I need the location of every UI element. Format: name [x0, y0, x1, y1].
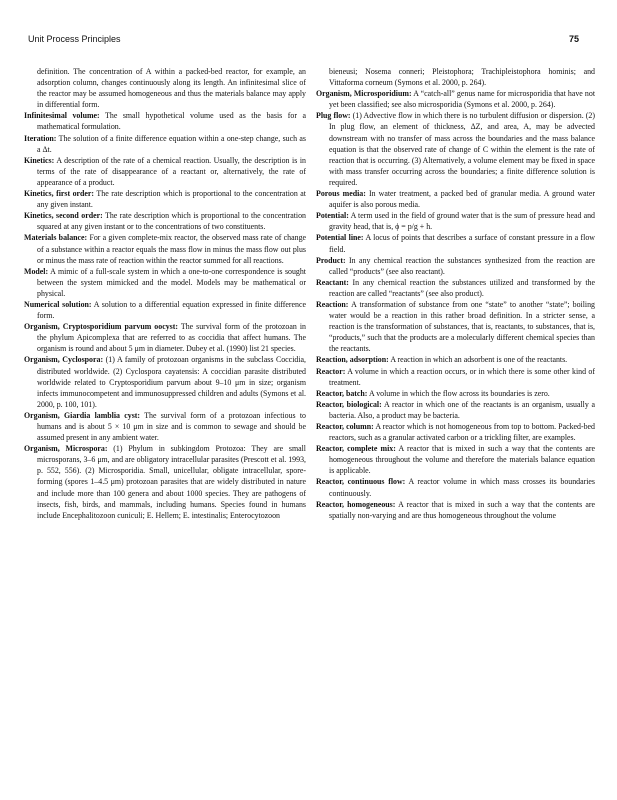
glossary-definition: A locus of points that describes a surface of constant pressure in a flow field. — [329, 233, 595, 254]
glossary-entry — [24, 443, 306, 521]
glossary-definition: A reactor volume in which mass crosses its boundaries continuously. — [329, 477, 595, 498]
glossary-entry — [24, 232, 306, 265]
page-header — [28, 34, 579, 48]
glossary-definition: A volume in which a reaction occurs, or in which there is some other kind of treatment. — [329, 366, 595, 387]
glossary-entry — [316, 366, 595, 388]
glossary-entry — [316, 388, 595, 399]
glossary-entry — [24, 210, 306, 232]
glossary-term: Iteration: — [24, 133, 57, 143]
glossary-term: Reactor: — [316, 366, 346, 376]
glossary-term: Reaction, adsorption: — [316, 355, 389, 365]
glossary-definition: The small hypothetical volume used as the basis for a mathematical formulation. — [37, 111, 306, 132]
glossary-entry — [316, 232, 595, 254]
glossary-entry — [24, 188, 306, 210]
glossary-definition: In water treatment, a packed bed of granular media. A ground water aquifer is also porous media. — [329, 189, 595, 210]
glossary-definition: (1) Phylum in subkingdom Protozoa: They are small microsporans, 3–6 μm, and are obligatory intracellular parasites (Prescott et al. 1993, p. 552, 556). (2) Microsporidia. Small, unicellular, obligate intracellular, spore-forming (spores 1–4.5 μm) protozoan parasites that are widely distributed in nature and include more than 100 genera and about 1000 species. They are pathogens of insects, fish, birds, and mammals, including humans. Species found in humans include Encephalitozoon cuniculi; E. Hellem; E. intestinalis; Enterocytozoon — [37, 444, 306, 520]
glossary-entry — [316, 354, 595, 365]
glossary-definition: A reactor in which one of the reactants is an organism, usually a bacteria. Also, a product may be bacteria. — [329, 399, 596, 420]
right-column — [316, 66, 595, 521]
glossary-term: Reactor, complete mix: — [316, 444, 396, 454]
glossary-term: Reaction: — [316, 299, 349, 309]
glossary-definition: The survival form of a protozoan infectious to humans and is about 5 × 10 μm in size and is common to sewage and should be assumed present in any ambient water. — [37, 410, 307, 443]
glossary-term: Infinitesimal volume: — [24, 111, 100, 121]
glossary-definition: In any chemical reaction the substances utilized and transformed by the reaction are called “reactants” (see also product). — [329, 277, 595, 298]
glossary-entry — [24, 266, 306, 299]
glossary-entry — [316, 476, 595, 498]
glossary-definition: The rate description which is proportional to the concentration squared at any given instant or to the concentrations of two constituents. — [37, 211, 306, 232]
glossary-entry — [316, 210, 595, 232]
glossary-entry — [24, 66, 306, 110]
glossary-term: Reactor, column: — [316, 422, 374, 431]
glossary-entry — [316, 255, 595, 277]
glossary-term: Kinetics, first order: — [24, 189, 95, 199]
glossary-entry — [316, 110, 595, 188]
glossary-definition: A reaction in which an adsorbent is one of the reactants. — [388, 355, 568, 365]
page-number: 75 — [568, 34, 579, 44]
glossary-definition: The rate description which is proportional to the concentration at any given instant. — [37, 189, 307, 210]
glossary-term: Product: — [316, 255, 346, 265]
glossary-term: Potential: — [316, 211, 349, 221]
left-column — [24, 66, 306, 521]
glossary-entry — [24, 155, 306, 188]
glossary-term: Porous media: — [316, 189, 366, 199]
glossary-definition: In any chemical reaction the substances synthesized from the reaction are called “products” (see also reactant). — [329, 255, 595, 276]
glossary-entry — [316, 421, 595, 443]
glossary-definition: A reactor that is mixed in such a way that the contents are homogeneous throughout the volume and therefore the materials balance equation is applicable. — [329, 444, 595, 476]
glossary-entry — [24, 410, 306, 443]
glossary-definition: For a given complete-mix reactor, the observed mass rate of change of a substance within a reactor equals the mass flow in minus the mass flow out plus or minus the mass rate of reaction within the reactor summed for all reactions. — [37, 233, 307, 265]
glossary-term: Kinetics, second order: — [24, 211, 103, 221]
glossary-entry — [24, 354, 306, 409]
glossary-entry — [316, 188, 595, 210]
glossary-entry — [316, 443, 595, 476]
glossary-term: Numerical solution: — [24, 299, 92, 309]
glossary-term: Reactant: — [316, 277, 349, 287]
glossary-term: Model: — [24, 266, 49, 276]
glossary-term: Reactor, continuous flow: — [316, 477, 406, 487]
glossary-definition: definition. The concentration of A within a packed-bed reactor, for example, an adsorption column, changes continuously along its length. An infinitesimal slice of the reactor may be assumed homogeneous and thus the materials balance may apply in differential form. — [37, 67, 306, 110]
glossary-definition: A mimic of a full-scale system in which a one-to-one correspondence is sought between the system mimicked and the model. Models may be mathematical or physical. — [37, 266, 306, 298]
glossary-term: Kinetics: — [24, 155, 55, 165]
running-title: Unit Process Principles — [28, 34, 121, 44]
glossary-term: Plug flow: — [316, 111, 351, 121]
glossary-definition: A “catch-all” genus name for microsporidia that have not yet been classified; see also microsporidia (Symons et al. 2000, p. 264). — [329, 89, 596, 110]
glossary-entry — [316, 277, 595, 299]
glossary-term: Organism, Cyclospora: — [24, 355, 104, 365]
glossary-entry — [24, 110, 306, 132]
glossary-definition: A reactor which is not homogeneous from top to bottom. Packed-bed reactors, such as a granular activated carbon or a trickling filter, are examples. — [329, 422, 595, 443]
glossary-entry — [24, 321, 306, 354]
glossary-definition: (1) A family of protozoan organisms in the subclass Coccidia, distributed worldwide. (2) Cyclospora cayatensis: A coccidian parasite distributed worldwide related to Cryptosporidium parvum about 9–10 μm in size; organism infects immunocompetent and immunosuppressed children and adults (Symons et al. 2000, p. 100, 101). — [37, 355, 306, 409]
glossary-term: Organism, Microsporidium: — [316, 89, 412, 99]
glossary-term: Organism, Giardia lamblia cyst: — [24, 410, 141, 420]
glossary-entry — [24, 299, 306, 321]
glossary-entry — [316, 499, 595, 521]
glossary-term: Reactor, batch: — [316, 388, 368, 398]
glossary-entry — [24, 133, 306, 155]
glossary-definition: A solution to a differential equation expressed in finite difference form. — [37, 299, 306, 321]
glossary-definition: A reactor that is mixed in such a way that the contents are spatially non-varying and are thus homogeneous throughout the volume — [329, 499, 595, 520]
glossary-definition: A description of the rate of a chemical reaction. Usually, the description is in terms of the rate of disappearance of a reactant or, alternatively, the rate of appearance of a product. — [37, 155, 306, 187]
glossary-definition: A term used in the field of ground water that is the sum of pressure head and gravity head, that is, ϕ = p/g + h. — [329, 211, 595, 232]
glossary-term: Reactor, homogeneous: — [316, 499, 396, 509]
glossary-definition: bieneusi; Nosema conneri; Pleistophora; Trachipleistophora hominis; and Vittaforma corneum (Symons et al. 2000, p. 264). — [329, 67, 595, 88]
glossary-definition: A volume in which the flow across its boundaries is zero. — [367, 388, 550, 398]
glossary-definition: (1) Advective flow in which there is no turbulent diffusion or dispersion. (2) In plug flow, an element of thickness, ΔZ, and area, A, may be advected downstream with no transfer of mass across the boundaries and the mass balance equation is that the observed rate of change of C within the element is the rate of reaction that is occurring. (3) Alternatively, a volume element may be fixed in space with mass transfer occurring across the boundaries; a finite difference solution is required. — [329, 111, 595, 187]
glossary-definition: The survival form of the protozoan in the phylum Apicomplexa that are referred to as coccidia that affect humans. The organism is round and about 5 μm in diameter. Dubey et al. (1990) list 21 species. — [37, 322, 306, 354]
glossary-definition: The solution of a finite difference equation within a one-step change, such as a Δt. — [37, 133, 306, 154]
glossary-entry — [316, 88, 595, 110]
glossary-entry — [316, 299, 595, 354]
glossary-term: Organism, Microspora: — [24, 444, 108, 454]
glossary-term: Potential line: — [316, 233, 364, 243]
glossary-term: Reactor, biological: — [316, 399, 382, 409]
glossary-term: Materials balance: — [24, 233, 88, 243]
glossary-entry — [316, 66, 595, 88]
glossary-definition: A transformation of substance from one “state” to another “state”; boiling water would be a reaction in this rather broad definition. In a stricter sense, a reaction is the transformation of substances, that is, reactants, to substances, that is, “products,” such that the products are a molecularly different chemical species than the reactants. — [329, 299, 595, 354]
glossary-term: Organism, Cryptosporidium parvum oocyst: — [24, 322, 178, 332]
glossary-entry — [316, 399, 595, 421]
